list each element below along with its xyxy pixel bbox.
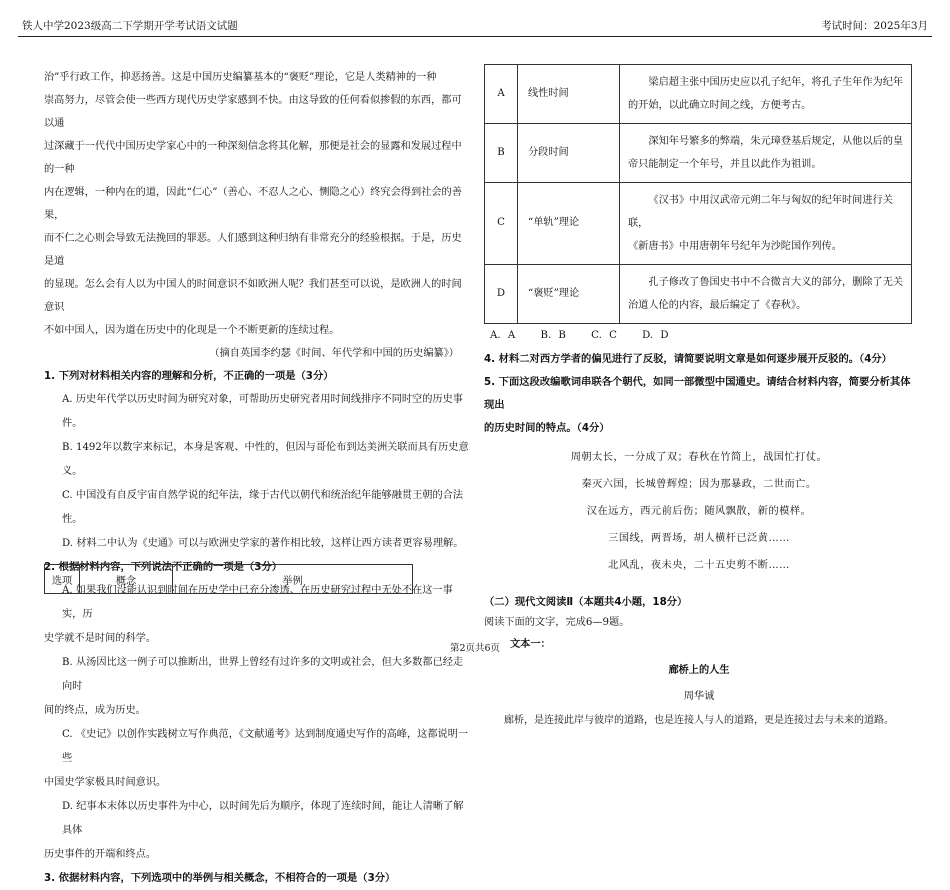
- row-example: [620, 183, 912, 265]
- row-example-line: 梁启超主张中国历史应以孔子纪年，将孔子生年作为纪年: [648, 77, 904, 88]
- q2-option-b: B. 从汤因比这一例子可以推断出，世界上曾经有过许多的文明或社会，但大多数都已经走向时: [62, 657, 464, 692]
- question-1-stem: 1. 下列对材料相关内容的理解和分析，不正确的一项是（3分）: [44, 370, 334, 382]
- section-title: （二）现代文阅读Ⅱ（本题共4小题，18分）: [484, 596, 688, 608]
- q3-answer-choices: [484, 324, 914, 348]
- question-5-stem-cont: 的历史时间的特点。（4分）: [484, 422, 610, 434]
- section-instruction: 阅读下面的文字，完成6—9题。: [484, 617, 630, 628]
- q1-option-a: A. 历史年代学以历史时间为研究对象，可帮助历史研究者用时间线排序不同时空的历史事件。: [62, 394, 463, 429]
- question-4-stem: 4. 材料二对西方学者的偏见进行了反驳，请简要说明文章是如何逐步展开反驳的。（4分）: [484, 353, 892, 365]
- row-example-line: 《汉书》中用汉武帝元朔二年与匈奴的纪年时间进行关联，: [628, 195, 893, 229]
- article-title: 廊桥上的人生: [668, 665, 730, 676]
- row-example-line: 《新唐书》中用唐朝年号纪年为沙陀国作列传。: [628, 241, 842, 252]
- q1-option-b: B. 1492年以数字来标记，本身是客观、中性的，但因与哥伦布到达美洲关联而具有历史意义。: [62, 442, 469, 477]
- row-example: [620, 265, 912, 324]
- table-row: [485, 265, 912, 324]
- q2-option-d-cont: 历史事件的开端和终点。: [44, 849, 157, 860]
- table-row: [485, 124, 912, 183]
- article-author: 周华诚: [683, 691, 715, 702]
- row-example-line: 帝只能制定一个年号，并且以此作为祖训。: [628, 159, 822, 170]
- q2-option-c-cont: 中国史学家极具时间意识。: [44, 777, 167, 788]
- q2-option-c: C. 《史记》以创作实践树立写作典范，《文献通考》达到制度通史写作的高峰，这都说明一些: [62, 729, 469, 764]
- table-header-option: 选项: [45, 565, 80, 594]
- row-example-line: 深知年号繁多的弊端，朱元璋登基后规定，从他以后的皇: [648, 136, 904, 147]
- q2-option-a: A. 如果我们没能认识到时间在历史学中已充分渗透、在历史研究过程中无处不在这一事实，历: [62, 585, 453, 620]
- row-example-line: 孔子修改了鲁国史书中不合微言大义的部分，删除了无关: [648, 277, 904, 288]
- answer-choice-a: A. A: [490, 330, 516, 341]
- exam-title: 铁人中学2023级高二下学期开学考试语文试题: [22, 20, 238, 32]
- row-concept: 分段时间: [518, 124, 620, 183]
- citation: （摘自英国李约瑟《时间、年代学和中国的历史编纂》）: [209, 348, 459, 359]
- poem-line: 汉在远方，西元前后伤；随风飘散，新的模样。: [586, 506, 812, 517]
- table-row: [485, 65, 912, 124]
- left-column: [44, 66, 469, 890]
- lyrics-poem: [484, 444, 914, 579]
- question-5-stem: 5. 下面这段改编歌词串联各个朝代，如同一部微型中国通史。请结合材料内容，简要分析其体现出: [484, 376, 911, 411]
- intro-line: 治”乎行政工作，抑恶扬善。这是中国历史编纂基本的“褒贬”理论，它是人类精神的一种: [44, 72, 437, 83]
- intro-line: 而不仁之心则会导致无法挽回的罪恶。人们感到这种归纳有非常充分的经验根据。于是，历史是道: [44, 233, 462, 267]
- q3-table-header: [44, 564, 413, 594]
- question-2-stem: 2. 根据材料内容，下列说法不正确的一项是（3分）: [44, 561, 283, 573]
- page-number: 第2页共6页: [449, 643, 501, 654]
- article-first-line: 廊桥，是连接此岸与彼岸的道路，也是连接人与人的道路，更是连接过去与未来的道路。: [504, 715, 894, 726]
- row-example: [620, 124, 912, 183]
- row-concept: 线性时间: [518, 65, 620, 124]
- intro-line: 的显现。怎么会有人以为中国人的时间意识不如欧洲人呢？我们甚至可以说，是欧洲人的时间意识: [44, 279, 462, 313]
- q2-option-a-cont: 史学就不是时间的科学。: [44, 633, 157, 644]
- poem-line: 周朝太长，一分成了双；春秋在竹简上，战国忙打仗。: [570, 452, 828, 463]
- q1-option-d: D. 材料二中认为《史通》可以与欧洲史学家的著作相比较，这样让西方读者更容易理解。: [62, 538, 464, 549]
- q2-option-d: D. 纪事本末体以历史事件为中心，以时间先后为顺序，体现了连续时间，能让人清晰了解具体: [62, 801, 464, 836]
- intro-line: 崇高努力，尽管会使一些西方现代历史学家感到不快。由这导致的任何看似掺假的东西，都可以通: [44, 95, 462, 129]
- q2-option-b-cont: 间的终点，成为历史。: [44, 705, 146, 716]
- intro-paragraph: [44, 66, 469, 342]
- poem-line: 北风乱，夜未央，二十五史剪不断……: [608, 560, 790, 571]
- row-concept: “褒贬”理论: [518, 265, 620, 324]
- table-header-concept: 概念: [80, 565, 173, 594]
- text-label: 文本一：: [510, 639, 551, 650]
- intro-line: 内在逻辑，一种内在的道，因此“仁心”（善心、不忍人之心、恻隐之心）终究会得到社会的善果，: [44, 187, 462, 221]
- row-option: A: [485, 65, 518, 124]
- table-header-example: 举例: [173, 565, 413, 594]
- question-3-stem: 3. 依据材料内容，下列选项中的举例与相关概念，不相符合的一项是（3分）: [44, 872, 396, 884]
- right-column: [484, 64, 914, 732]
- row-example-line: 治道人伦的内容，最后编定了《春秋》。: [628, 300, 807, 311]
- poem-line: 秦灭六国，长城曾辉煌；因为那暴政，二世而亡。: [581, 479, 817, 490]
- answer-choice-d: D. D: [642, 330, 669, 341]
- q1-option-c: C. 中国没有自反宇宙自然学说的纪年法，缘于古代以朝代和统治纪年能够融贯王朝的合法性。: [62, 490, 464, 525]
- answer-choice-b: B. B: [540, 330, 566, 341]
- page-header: [0, 16, 950, 38]
- row-option: D: [485, 265, 518, 324]
- intro-line: 不如中国人，因为道在历史中的化现是一个不断更新的连续过程。: [44, 325, 340, 336]
- row-option: B: [485, 124, 518, 183]
- row-concept: “单轨”理论: [518, 183, 620, 265]
- table-row: [485, 183, 912, 265]
- row-example-line: 的开始，以此确立时间之线，方便考古。: [628, 100, 812, 111]
- exam-time: 考试时间：2025年3月: [821, 20, 928, 32]
- header-rule: [18, 36, 932, 37]
- poem-line: 三国线，两晋场，胡人横杆已泛黄……: [608, 533, 790, 544]
- answer-choice-c: C. C: [591, 330, 617, 341]
- row-option: C: [485, 183, 518, 265]
- q3-table: [484, 64, 912, 324]
- row-example: [620, 65, 912, 124]
- intro-line: 过深藏于一代代中国历史学家心中的一种深刻信念将其化解，那便是社会的显露和发展过程中的一种: [44, 141, 462, 175]
